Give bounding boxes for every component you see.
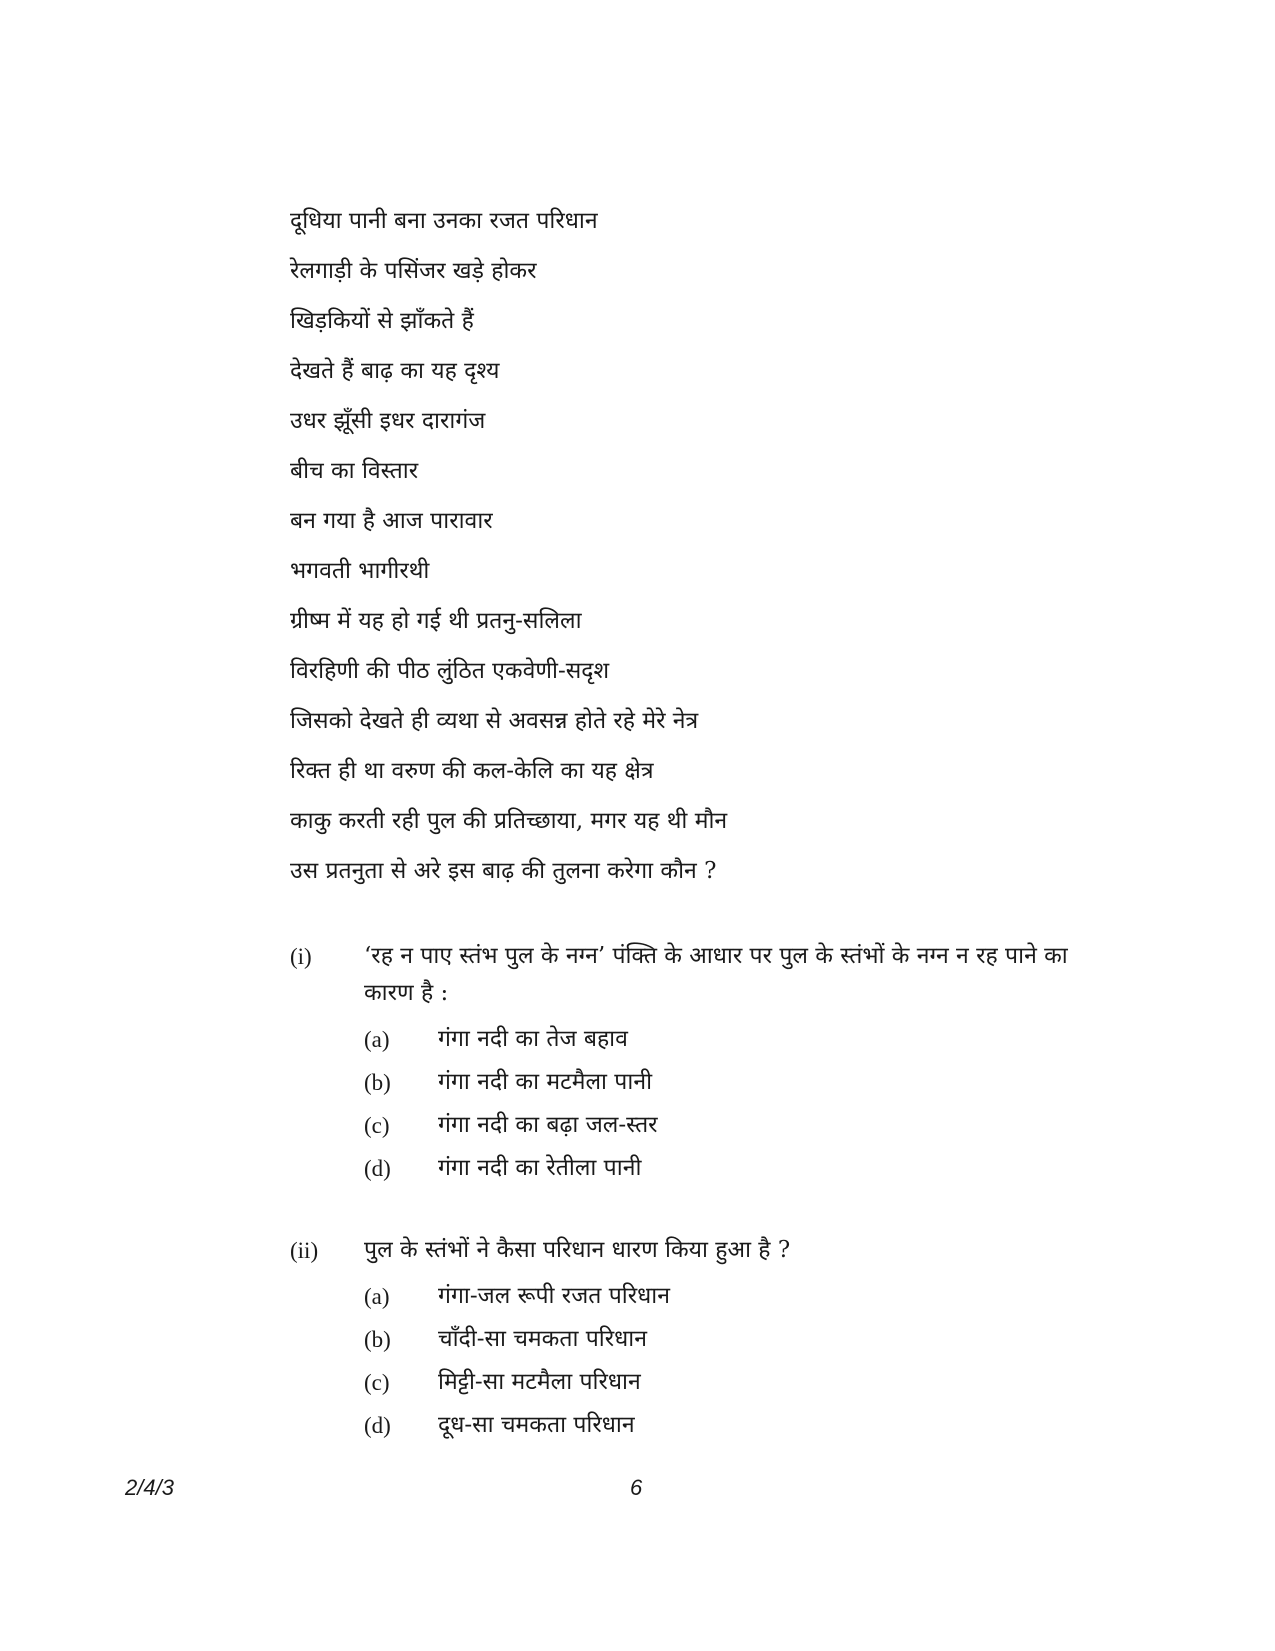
- option-list: [364, 1018, 1090, 1190]
- poem-line: रिक्त ही था वरुण की कल-केलि का यह क्षेत्र: [290, 758, 654, 784]
- poem-line: बीच का विस्तार: [290, 458, 419, 484]
- option-text: गंगा नदी का तेज बहाव: [438, 1026, 628, 1052]
- option-item: [364, 1318, 1090, 1361]
- option-text: चाँदी-सा चमकता परिधान: [438, 1326, 648, 1352]
- poem-line: रेलगाड़ी के पसिंजर खड़े होकर: [290, 258, 537, 284]
- option-list: [364, 1275, 1090, 1447]
- option-label: (b): [364, 1070, 391, 1095]
- poem-line: खिड़कियों से झाँकते हैं: [290, 308, 474, 334]
- poem-line: देखते हैं बाढ़ का यह दृश्य: [290, 358, 500, 384]
- poem-line: विरहिणी की पीठ लुंठित एकवेणी-सदृश: [290, 658, 610, 684]
- option-item: [364, 1061, 1090, 1104]
- poem-line: भगवती भागीरथी: [290, 558, 430, 584]
- option-text: गंगा नदी का रेतीला पानी: [438, 1155, 642, 1181]
- poem-line: ग्रीष्म में यह हो गई थी प्रतनु-सलिला: [290, 608, 582, 634]
- option-text: दूध-सा चमकता परिधान: [438, 1412, 635, 1438]
- option-text: मिट्टी-सा मटमैला परिधान: [438, 1369, 641, 1395]
- option-label: (d): [364, 1156, 391, 1181]
- option-item: [364, 1018, 1090, 1061]
- option-item: [364, 1404, 1090, 1447]
- option-item: [364, 1275, 1090, 1318]
- question-1: [290, 938, 1090, 1190]
- poem-line: बन गया है आज पारावार: [290, 508, 493, 534]
- option-text: गंगा नदी का मटमैला पानी: [438, 1069, 653, 1095]
- page-number: 6: [630, 1475, 643, 1500]
- option-label: (c): [364, 1370, 390, 1395]
- option-label: (a): [364, 1284, 390, 1309]
- poem-line: दूधिया पानी बना उनका रजत परिधान: [290, 208, 598, 234]
- option-text: गंगा-जल रूपी रजत परिधान: [438, 1283, 670, 1309]
- option-label: (c): [364, 1113, 390, 1138]
- poem-line: उस प्रतनुता से अरे इस बाढ़ की तुलना करेगा कौन ?: [290, 858, 717, 884]
- option-item: [364, 1104, 1090, 1147]
- question-number: (i): [290, 944, 312, 969]
- option-text: गंगा नदी का बढ़ा जल-स्तर: [438, 1112, 658, 1138]
- poem-line: उधर झूँसी इधर दारागंज: [290, 408, 486, 434]
- question-number: (ii): [290, 1238, 319, 1263]
- question-2: [290, 1232, 1090, 1447]
- poem-stanza: [290, 196, 727, 896]
- paper-code: 2/4/3: [125, 1475, 174, 1500]
- option-label: (d): [364, 1413, 391, 1438]
- option-item: [364, 1147, 1090, 1190]
- poem-line: जिसको देखते ही व्यथा से अवसन्न होते रहे मेरे नेत्र: [290, 708, 699, 734]
- option-label: (b): [364, 1327, 391, 1352]
- option-item: [364, 1361, 1090, 1404]
- question-text: ‘रह न पाए स्तंभ पुल के नग्न’ पंक्ति के आधार पर पुल के स्तंभों के नग्न न रह पाने का कारण है :: [364, 943, 1068, 1006]
- option-label: (a): [364, 1027, 390, 1052]
- poem-line: काकु करती रही पुल की प्रतिच्छाया, मगर यह थी मौन: [290, 808, 728, 834]
- question-text: पुल के स्तंभों ने कैसा परिधान धारण किया हुआ है ?: [364, 1237, 791, 1263]
